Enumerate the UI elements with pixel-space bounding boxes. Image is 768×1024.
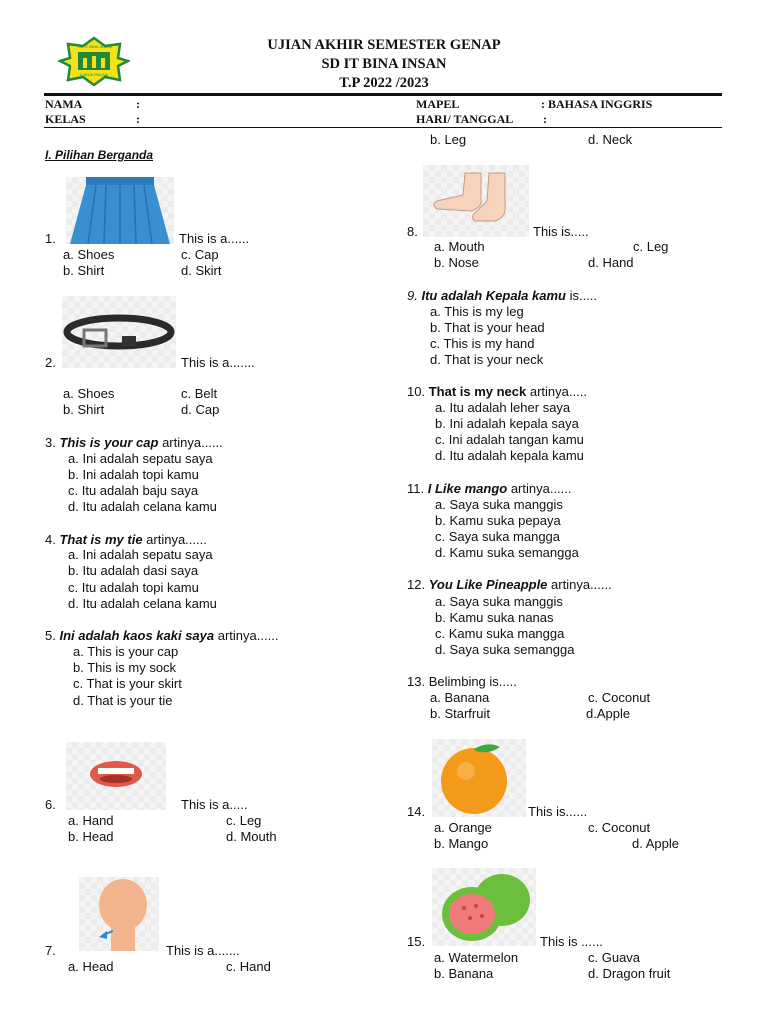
q13-option-c[interactable]: c. Coconut <box>588 690 651 705</box>
skirt-image <box>66 177 174 244</box>
hari-label: HARI/ TANGGAL <box>416 112 514 126</box>
q13-option-a[interactable]: a. Banana <box>430 690 490 705</box>
mouth-image <box>66 742 166 810</box>
belt-image <box>62 296 176 368</box>
q2-option-c[interactable]: c. Belt <box>181 386 218 401</box>
q1-option-a[interactable]: a. Shoes <box>63 247 115 262</box>
q13-option-d[interactable]: d.Apple <box>586 706 631 721</box>
q6-option-b[interactable]: b. Head <box>68 829 114 844</box>
q11-option-c[interactable]: c. Saya suka mangga <box>435 529 561 544</box>
q14-text: This is...... <box>528 804 588 819</box>
q11-option-a[interactable]: a. Saya suka manggis <box>435 497 563 512</box>
q15-option-b[interactable]: b. Banana <box>434 966 494 981</box>
q3-option-a[interactable]: a. Ini adalah sepatu saya <box>68 451 213 466</box>
kelas-colon: : <box>136 112 140 126</box>
feet-image <box>423 165 529 237</box>
q15-option-c[interactable]: c. Guava <box>588 950 641 965</box>
q8-option-b[interactable]: b. Nose <box>434 255 479 270</box>
exam-title: UJIAN AKHIR SEMESTER GENAP <box>267 37 501 53</box>
q4-question: 4. That is my tie artinya...... <box>45 532 207 547</box>
q8-option-d[interactable]: d. Hand <box>588 255 634 270</box>
header-rule-thin <box>44 127 722 128</box>
q3-option-c[interactable]: c. Itu adalah baju saya <box>68 483 199 498</box>
q9-option-b[interactable]: b. That is your head <box>430 320 545 335</box>
section-title: I. Pilihan Berganda <box>45 148 154 162</box>
nama-colon: : <box>136 97 140 111</box>
q6-text: This is a..... <box>181 797 248 812</box>
guava-image <box>432 868 536 946</box>
q15-number: 15. <box>407 934 426 949</box>
hari-value: : <box>543 112 547 126</box>
q12-option-b[interactable]: b. Kamu suka nanas <box>435 610 554 625</box>
q14-option-b[interactable]: b. Mango <box>434 836 489 851</box>
q1-option-d[interactable]: d. Skirt <box>181 263 222 278</box>
q9-option-d[interactable]: d. That is your neck <box>430 352 544 367</box>
q11-option-d[interactable]: d. Kamu suka semangga <box>435 545 579 560</box>
logo-text-top: SD IT BINA INSAN <box>78 44 112 49</box>
q13-question: 13. Belimbing is..... <box>407 674 517 689</box>
q3-question: 3. This is your cap artinya...... <box>45 435 223 450</box>
q8-option-c[interactable]: c. Leg <box>633 239 669 254</box>
q7-option-d[interactable]: d. Neck <box>588 132 633 147</box>
q12-question: 12. You Like Pineapple artinya...... <box>407 577 612 592</box>
q4-option-b[interactable]: b. Itu adalah dasi saya <box>68 563 199 578</box>
q10-question: 10. That is my neck artinya..... <box>407 384 587 399</box>
school-year: T.P 2022 /2023 <box>339 75 429 91</box>
kelas-label: KELAS <box>45 112 86 126</box>
q9-option-a[interactable]: a. This is my leg <box>430 304 524 319</box>
q11-question: 11. I Like mango artinya...... <box>407 481 572 496</box>
q3-option-d[interactable]: d. Itu adalah celana kamu <box>68 499 217 514</box>
q7-option-a[interactable]: a. Head <box>68 959 114 974</box>
q7-option-b[interactable]: b. Leg <box>430 132 467 147</box>
q10-option-d[interactable]: d. Itu adalah kepala kamu <box>435 448 584 463</box>
q2-option-d[interactable]: d. Cap <box>181 402 220 417</box>
logo-text-bottom: LUBUK PAKAM <box>79 72 109 77</box>
q2-text: This is a....... <box>181 355 255 370</box>
neck-image <box>79 877 159 951</box>
q10-option-c[interactable]: c. Ini adalah tangan kamu <box>435 432 584 447</box>
q10-option-a[interactable]: a. Itu adalah leher saya <box>435 400 571 415</box>
q4-option-d[interactable]: d. Itu adalah celana kamu <box>68 596 217 611</box>
q1-option-b[interactable]: b. Shirt <box>63 263 105 278</box>
q13-option-b[interactable]: b. Starfruit <box>430 706 490 721</box>
q15-text: This is ...... <box>540 934 603 949</box>
q14-option-d[interactable]: d. Apple <box>632 836 679 851</box>
q12-option-a[interactable]: a. Saya suka manggis <box>435 594 563 609</box>
q8-text: This is..... <box>533 224 589 239</box>
q8-number: 8. <box>407 224 418 239</box>
q10-option-b[interactable]: b. Ini adalah kepala saya <box>435 416 579 431</box>
mapel-value: : BAHASA INGGRIS <box>541 97 653 111</box>
q15-option-a[interactable]: a. Watermelon <box>434 950 519 965</box>
q5-question: 5. Ini adalah kaos kaki saya artinya...... <box>45 628 279 643</box>
q4-option-a[interactable]: a. Ini adalah sepatu saya <box>68 547 213 562</box>
q15-option-d[interactable]: d. Dragon fruit <box>588 966 671 981</box>
q2-option-b[interactable]: b. Shirt <box>63 402 105 417</box>
nama-label: NAMA <box>45 97 83 111</box>
q6-number: 6. <box>45 797 56 812</box>
q7-number: 7. <box>45 943 56 958</box>
q3-option-b[interactable]: b. Ini adalah topi kamu <box>68 467 199 482</box>
q5-option-d[interactable]: d. That is your tie <box>73 693 173 708</box>
q8-option-a[interactable]: a. Mouth <box>434 239 485 254</box>
q6-option-c[interactable]: c. Leg <box>226 813 262 828</box>
q9-option-c[interactable]: c. This is my hand <box>430 336 535 351</box>
q9-question: 9. Itu adalah Kepala kamu is..... <box>407 288 598 303</box>
q14-option-a[interactable]: a. Orange <box>434 820 492 835</box>
q1-number: 1. <box>45 231 56 246</box>
q14-option-c[interactable]: c. Coconut <box>588 820 651 835</box>
q5-option-c[interactable]: c. That is your skirt <box>73 676 182 691</box>
q1-text: This is a...... <box>179 231 250 246</box>
header-rule-thick <box>44 93 722 96</box>
q12-option-c[interactable]: c. Kamu suka mangga <box>435 626 565 641</box>
q5-option-b[interactable]: b. This is my sock <box>73 660 177 675</box>
q7-option-c[interactable]: c. Hand <box>226 959 271 974</box>
mapel-label: MAPEL <box>416 97 460 111</box>
q2-option-a[interactable]: a. Shoes <box>63 386 115 401</box>
q4-option-c[interactable]: c. Itu adalah topi kamu <box>68 580 199 595</box>
q6-option-d[interactable]: d. Mouth <box>226 829 277 844</box>
q14-number: 14. <box>407 804 426 819</box>
q7-text: This is a....... <box>166 943 240 958</box>
q6-option-a[interactable]: a. Hand <box>68 813 114 828</box>
q1-option-c[interactable]: c. Cap <box>181 247 219 262</box>
school-name: SD IT BINA INSAN <box>321 56 447 72</box>
orange-image <box>432 739 526 817</box>
q11-option-b[interactable]: b. Kamu suka pepaya <box>435 513 561 528</box>
q5-option-a[interactable]: a. This is your cap <box>73 644 179 659</box>
q2-number: 2. <box>45 355 56 370</box>
q12-option-d[interactable]: d. Saya suka semangga <box>435 642 575 657</box>
